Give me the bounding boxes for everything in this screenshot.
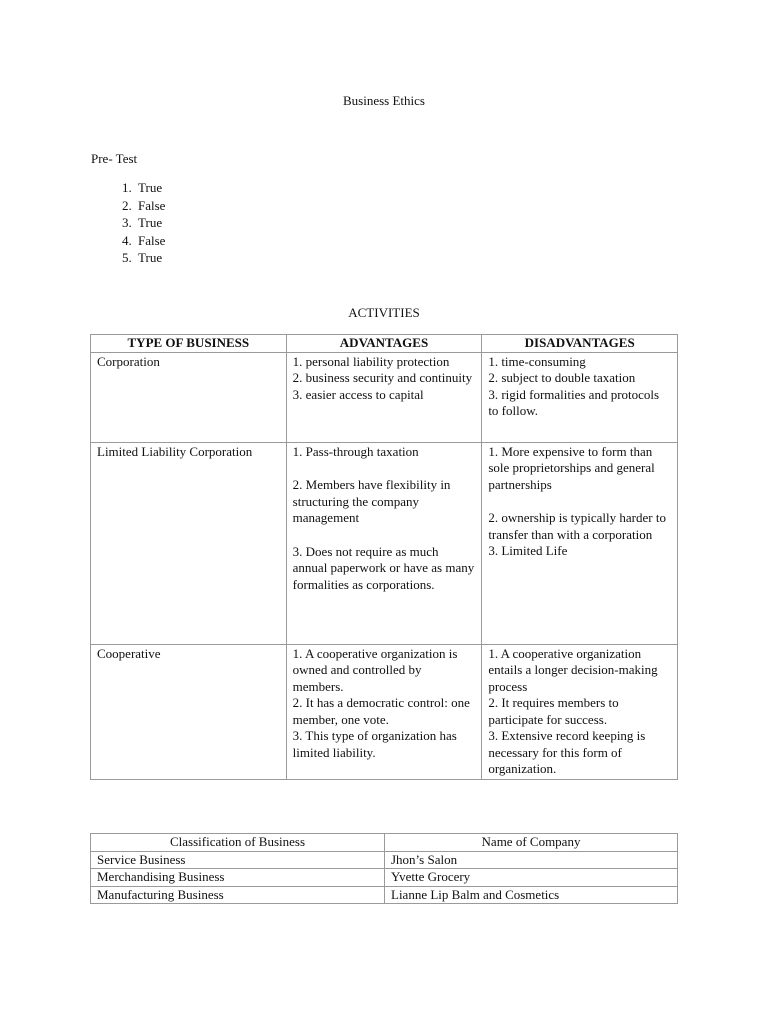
header-type-of-business: TYPE OF BUSINESS — [91, 335, 287, 353]
company-name-cell: Yvette Grocery — [385, 869, 678, 887]
activities-heading: ACTIVITIES — [348, 305, 420, 320]
advantages-cell — [286, 352, 482, 442]
pretest-answer: 3. True — [135, 214, 165, 232]
table-row — [91, 886, 678, 904]
pretest-answer: 1. True — [135, 179, 165, 197]
advantages-cell — [286, 442, 482, 644]
business-type-cell: Limited Liability Corporation — [91, 442, 287, 644]
business-type-cell: Cooperative — [91, 644, 287, 779]
disadvantages-text: 2. ownership is typically harder to transfer than with a corporation 3. Limited Life — [488, 510, 666, 558]
pretest-answer: 2. False — [135, 197, 165, 215]
classification-cell: Manufacturing Business — [91, 886, 385, 904]
disadvantages-cell — [482, 644, 678, 779]
header-advantages: ADVANTAGES — [286, 335, 482, 353]
document-title: Business Ethics — [343, 93, 425, 108]
pretest-answer: 4. False — [135, 232, 165, 250]
header-classification: Classification of Business — [91, 834, 385, 852]
company-name-cell: Lianne Lip Balm and Cosmetics — [385, 886, 678, 904]
disadvantages-text: 1. time-consuming 2. subject to double taxation 3. rigid formalities and protocols to follow. — [488, 353, 660, 418]
disadvantages-text: 1. More expensive to form than sole proprietorships and general partnerships — [488, 443, 655, 492]
table-row — [91, 851, 678, 869]
advantages-text: 3. Does not require as much annual paperwork or have as many formalities as corporations. — [292, 543, 475, 592]
company-name-cell: Jhon’s Salon — [385, 851, 678, 869]
advantages-text: 1. Pass-through taxation — [292, 443, 419, 459]
table-row — [91, 869, 678, 887]
advantages-text: 1. personal liability protection 2. business security and continuity 3. easier access to capital — [292, 353, 473, 402]
header-disadvantages: DISADVANTAGES — [482, 335, 678, 353]
table-row — [91, 352, 678, 442]
advantages-text: 1. A cooperative organization is owned and controlled by members. 2. It has a democratic control: one member, one vote. 3. This type of organization has limited liability. — [292, 645, 470, 760]
disadvantages-text: 1. A cooperative organization entails a longer decision-making process 2. It requires members to participate for success. 3. Extensive record keeping is necessary for this form of organization. — [488, 645, 658, 776]
business-types-table — [90, 334, 678, 780]
pretest-label: Pre- Test — [91, 151, 138, 166]
pretest-list — [110, 179, 165, 267]
header-company-name: Name of Company — [385, 834, 678, 852]
table-row — [91, 644, 678, 779]
table-header-row — [91, 335, 678, 353]
disadvantages-cell — [482, 352, 678, 442]
classification-cell: Service Business — [91, 851, 385, 869]
table-row — [91, 442, 678, 644]
table-header-row — [91, 834, 678, 852]
business-type-cell: Corporation — [91, 352, 287, 442]
advantages-cell — [286, 644, 482, 779]
disadvantages-cell — [482, 442, 678, 644]
classification-cell: Merchandising Business — [91, 869, 385, 887]
classification-table — [90, 833, 678, 904]
pretest-answer: 5. True — [135, 249, 165, 267]
advantages-text: 2. Members have flexibility in structuring the company management — [292, 477, 451, 525]
